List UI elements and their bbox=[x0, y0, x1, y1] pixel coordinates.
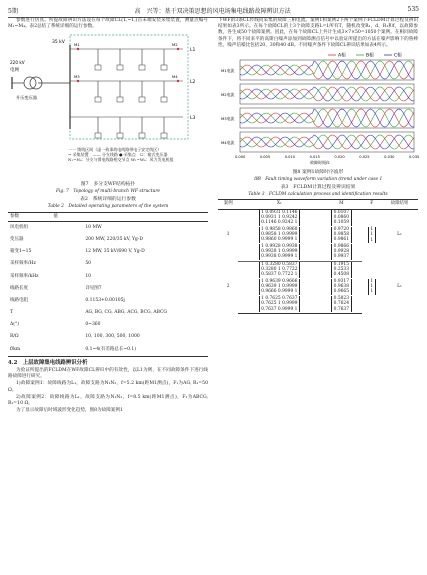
case-cell: 2 bbox=[226, 284, 230, 290]
table-cell: 10 bbox=[85, 273, 92, 279]
page-header bbox=[8, 6, 419, 18]
matrix bbox=[259, 244, 300, 260]
matrix-row: 0.3280 1 0.7722 bbox=[261, 267, 298, 273]
vector-entry: 0.0107 bbox=[333, 209, 350, 215]
paragraph: 下WF的3条CL传线问采集的故障三相电流。案例1和案例2下两个案例下FCLDM计算过程及辨识结果如表3所示。在每个故障CL的上3个故障支路L=1所有T，随机改变R₁，d，R₁和f，以故障参数，各生成50个故障案例。因此，在每个故障CL上共计生成3×7×50=1050个案例。在相同故障条件下，将不同来平的高斯白噪声添加到故障测点信号中以验证所提出的方法在噪声影响下的鲁棒性。噪声信噪比包括20、30和40 dB。不同噪声条件下故障CL辨识结果如表4所示。 bbox=[218, 18, 418, 48]
table-2-caption-en: Table 2 Detailed operating parameters of the system bbox=[47, 204, 169, 209]
vector-cell bbox=[320, 261, 362, 279]
table-row bbox=[8, 319, 208, 331]
m2-label: M2 bbox=[172, 42, 178, 48]
matrix-row: 0.5837 0.7722 1 bbox=[261, 272, 298, 278]
grid-voltage-label: 220 kV bbox=[10, 60, 25, 66]
vector-entry: 0.7637 bbox=[333, 306, 350, 312]
line-l2-label: L2 bbox=[190, 80, 196, 86]
table-row bbox=[8, 331, 208, 343]
m1-label: M1 bbox=[74, 42, 80, 48]
matrix-row: 0.7625 1 0.9999 bbox=[261, 301, 298, 307]
panel-ylabel: M4电流 bbox=[221, 140, 235, 146]
matrix-row: 0.9938 0.9999 1 bbox=[261, 254, 298, 260]
vector-cell bbox=[320, 209, 362, 227]
table-cell: R/Ω bbox=[10, 334, 19, 340]
matrix-row: 0.7637 0.9999 1 bbox=[261, 306, 298, 312]
matrix-row: 1 0.7625 0.7637 bbox=[261, 295, 298, 301]
vector-entry: 0.9866 bbox=[333, 243, 350, 249]
matrix bbox=[259, 262, 300, 278]
x-tick-label: 0.005 bbox=[259, 155, 271, 160]
matrix-row: 0.9639 1 0.9999 bbox=[261, 284, 298, 290]
table-header: 值 bbox=[51, 212, 208, 221]
table-row bbox=[8, 258, 208, 270]
line-l1-label: L1 bbox=[190, 48, 196, 54]
table-3-caption: 表3 FCLDM计算过程及辨识结果 bbox=[280, 184, 356, 190]
vector bbox=[331, 262, 351, 278]
m3-label: M3 bbox=[74, 74, 80, 80]
panel-ylabel: M1电流 bbox=[221, 68, 235, 74]
paragraph: 1)故障案例1：故障线路为L₁，故障支路为N₁N₂，f=5.2 km(距M1测点)，F₁为AG, R₁=50 Ω。 bbox=[8, 381, 208, 393]
legend-label: C相 bbox=[394, 53, 402, 59]
result-cell: L₁ bbox=[397, 232, 402, 238]
bus-label: 35 kV bbox=[52, 40, 65, 46]
table-row bbox=[8, 221, 208, 234]
vector-entry: 0.9720 bbox=[333, 226, 350, 232]
table-header: M bbox=[320, 200, 362, 209]
table-cell: 50 bbox=[85, 261, 92, 267]
panel-ylabel: M3电流 bbox=[221, 116, 235, 122]
waveform-series bbox=[240, 135, 414, 149]
table-cell: 线路电阻 bbox=[10, 297, 28, 303]
table-cell: f/km bbox=[8, 344, 51, 357]
matrix-row: 0.9860 0.9999 1 bbox=[261, 237, 298, 243]
table-row bbox=[8, 307, 208, 319]
vector-entry: 0.0860 bbox=[333, 215, 350, 221]
vector-cell bbox=[320, 227, 362, 244]
matrix-cell bbox=[238, 209, 320, 227]
vector bbox=[331, 279, 351, 295]
paragraph: 参数进行仿真。所提故障辨识方法设在每个故障CL(1,~1,)首末端安装采集装置，测量点编号M₁~M₄。表2总结了系统详细的运行参数。 bbox=[8, 18, 208, 30]
vector bbox=[331, 227, 351, 243]
x-tick-label: 0.010 bbox=[284, 155, 296, 160]
waveform-series bbox=[240, 61, 414, 79]
f-cell bbox=[362, 209, 381, 261]
paragraph: 2)故障案例2：故障线路为L₁，故障支路为N₁N₂，f=8.5 km(距M1测点)，F₁为ABCG, R₁=10 Ω。 bbox=[8, 394, 208, 407]
waveform-series bbox=[240, 61, 414, 79]
legend-label: A相 bbox=[338, 53, 346, 59]
table-cell: 变压器 bbox=[10, 236, 24, 242]
legend-line: N₁~N₄：分支与馈电线路相交节点 W₁~W₄：风力发电机组 bbox=[68, 156, 174, 162]
vector-entry: 0.4508 bbox=[333, 272, 350, 278]
vector-cell bbox=[320, 244, 362, 262]
legend-line: 一一 馈线区间（虚一致事故电线路带电子安定线区） bbox=[68, 146, 162, 152]
table-cell: 0~360 bbox=[85, 322, 101, 328]
table-header: X₁ bbox=[238, 200, 320, 209]
matrix-cell bbox=[238, 227, 320, 244]
vector bbox=[331, 210, 351, 226]
table-3 bbox=[218, 199, 418, 313]
waveform-series bbox=[240, 87, 414, 101]
waveform-series bbox=[240, 109, 414, 127]
x-tick-label: 0.030 bbox=[384, 155, 395, 160]
matrix-row: 1 0.9858 0.9860 bbox=[261, 226, 298, 232]
table-row bbox=[8, 246, 208, 258]
legend-label: B相 bbox=[366, 53, 374, 59]
section-heading: 4.2 上层故障集电线路辨识分析 bbox=[8, 359, 88, 366]
figure-7 bbox=[8, 31, 208, 181]
figure-7-legend bbox=[8, 147, 208, 162]
vector-entry: 0.9928 bbox=[333, 249, 350, 255]
matrix-row: 0.0931 1 0.9242 bbox=[261, 215, 298, 221]
matrix bbox=[259, 227, 300, 243]
left-column bbox=[8, 18, 208, 415]
vector bbox=[331, 244, 351, 260]
vector-entry: 0.7624 bbox=[333, 301, 350, 307]
grid-label: 电网 bbox=[10, 68, 19, 74]
table-row bbox=[218, 209, 418, 227]
matrix-row: 0.9666 0.9999 1 bbox=[261, 289, 298, 295]
case-cell: 1 bbox=[226, 232, 230, 238]
f-vector bbox=[368, 279, 376, 295]
table-cell: Δ(°) bbox=[10, 322, 20, 328]
table-2 bbox=[8, 212, 208, 357]
table-cell: 200 MW, 220/35 kV, Yg-D bbox=[85, 236, 143, 242]
f-entry: 1 bbox=[370, 284, 374, 290]
m4-label: M4 bbox=[172, 74, 178, 80]
table-cell: 风电机组 bbox=[10, 224, 28, 230]
table-cell: 详见图7 bbox=[85, 285, 102, 291]
table-cell: 10 MW bbox=[85, 224, 102, 230]
line-l3-label: L3 bbox=[190, 116, 196, 122]
matrix-cell bbox=[238, 261, 320, 279]
transformer-label: 升压变压器 bbox=[16, 95, 37, 101]
table-cell: 采样频率/Hz bbox=[10, 261, 36, 267]
matrix-cell bbox=[238, 296, 320, 314]
table-row bbox=[218, 261, 418, 279]
f-entry: 1 bbox=[370, 237, 374, 243]
x-tick-label: 0.015 bbox=[309, 155, 320, 160]
vector-cell bbox=[320, 296, 362, 314]
matrix-row: 1 0.9639 0.9666 bbox=[261, 278, 298, 284]
paragraph: 为验证所提出的FCLDM在WF故障CL辨识中的有效性，以L1为例，在不同故障条件下进行线路故障进行研究。 bbox=[8, 368, 208, 380]
header-right: 535 bbox=[407, 6, 419, 13]
vector-entry: 0.9317 bbox=[333, 278, 350, 284]
figure-8-caption: 图8 案例1故障时序波形 bbox=[292, 170, 344, 176]
vector-entry: 0.9937 bbox=[333, 254, 350, 260]
waveform-series bbox=[240, 61, 414, 79]
matrix-row: 1 0.9928 0.9938 bbox=[261, 243, 298, 249]
table-row bbox=[8, 283, 208, 295]
f-cell bbox=[362, 261, 381, 313]
matrix bbox=[259, 210, 300, 226]
x-tick-label: 0.035 bbox=[409, 155, 420, 160]
topology-diagram bbox=[8, 31, 208, 143]
vector-cell bbox=[320, 279, 362, 296]
matrix bbox=[259, 279, 300, 295]
table-header: 参数 bbox=[8, 212, 51, 221]
figure-8 bbox=[218, 50, 418, 169]
f-entry: 1 bbox=[370, 232, 374, 238]
panel-ylabel: M2电流 bbox=[221, 92, 235, 98]
vector-entry: 0.9638 bbox=[333, 284, 350, 290]
legend-line: → 采集装置 —— 分支线路 ●·采集点 ☐：箱式变压器 bbox=[68, 151, 168, 157]
table-cell: T bbox=[10, 310, 14, 316]
waveform-series bbox=[240, 109, 414, 127]
figure-7-caption-en: Fig. 7 Topology of multi-branch WF structure bbox=[55, 189, 161, 195]
table-cell: 线路长度 bbox=[10, 285, 28, 291]
x-tick-label: 0.020 bbox=[334, 155, 345, 160]
table-cell: AG, BG, CG, ABG, ACG, BCG, ABCG bbox=[85, 310, 168, 316]
vector bbox=[331, 296, 351, 312]
matrix-row: 0.9928 1 0.9999 bbox=[261, 249, 298, 255]
f-entry: 1 bbox=[370, 289, 374, 295]
x-tick-label: 0.025 bbox=[359, 155, 370, 160]
result-cell: L₁ bbox=[397, 284, 402, 290]
x-tick-label: 0.000 bbox=[235, 155, 246, 160]
f-entry: 1 bbox=[370, 278, 374, 284]
waveform-series bbox=[240, 109, 414, 127]
table-2-caption: 表2 系统详细的运行参数 bbox=[80, 197, 136, 202]
table-cell: 0.1~4(有差路总长~0.1) bbox=[51, 344, 208, 357]
matrix-row: 0.1146 0.9242 1 bbox=[261, 220, 298, 226]
figure-7-caption: 图7 多分支WF结构拓扑 bbox=[80, 182, 136, 188]
f-entry: 1 bbox=[370, 226, 374, 232]
f-vector bbox=[368, 227, 376, 243]
header-center: 高 兴等：基于双决策思想的风电场集电线路故障辨识方法 bbox=[134, 8, 291, 15]
vector-entry: 0.2533 bbox=[333, 267, 350, 273]
table-row bbox=[8, 295, 208, 307]
matrix-cell bbox=[238, 244, 320, 262]
table-cell: 采样频率/kHz bbox=[10, 273, 39, 279]
matrix-row: 1 0.3280 0.5837 bbox=[261, 261, 298, 267]
table-header: F bbox=[362, 200, 381, 209]
table-row bbox=[8, 344, 208, 357]
right-column bbox=[218, 18, 418, 314]
figure-8-caption-en: 图8 Fault timing waveform variation (trend under case 1 bbox=[253, 177, 383, 183]
table-header: 案例 bbox=[218, 200, 238, 209]
table-row bbox=[8, 234, 208, 246]
waveform-chart bbox=[218, 50, 418, 166]
table-header: 故障结果 bbox=[381, 200, 418, 209]
table-cell: 0.1153+0.00105j bbox=[85, 297, 125, 303]
vector-entry: 0.9861 bbox=[333, 237, 350, 243]
x-axis-label: 故障时间/s bbox=[310, 160, 330, 166]
table-cell: 箱变1~15 bbox=[10, 249, 32, 255]
table-cell: 10, 100, 300, 500, 1000 bbox=[85, 334, 140, 340]
vector-entry: 0.1059 bbox=[333, 220, 350, 226]
table-3-caption-en: Table 3 FCLDM calculation process and identification results bbox=[248, 191, 388, 197]
matrix-row: 0.9858 1 0.9999 bbox=[261, 232, 298, 238]
table-row bbox=[8, 271, 208, 283]
matrix bbox=[259, 296, 300, 312]
vector-entry: 0.9665 bbox=[333, 289, 350, 295]
matrix-cell bbox=[238, 279, 320, 296]
paragraph: 为了显示故障后时域波形变化趋势，图8为故障案例1 bbox=[16, 408, 123, 414]
table-cell: 12 MW, 35 kV/690 V, Yg-D bbox=[85, 249, 145, 255]
vector-entry: 0.5823 bbox=[333, 295, 350, 301]
vector-entry: 0.9858 bbox=[333, 232, 350, 238]
vector-entry: 0.1915 bbox=[333, 261, 350, 267]
header-left: 5期 bbox=[8, 8, 18, 15]
matrix-row: 1 0.0931 0.1146 bbox=[261, 209, 298, 215]
